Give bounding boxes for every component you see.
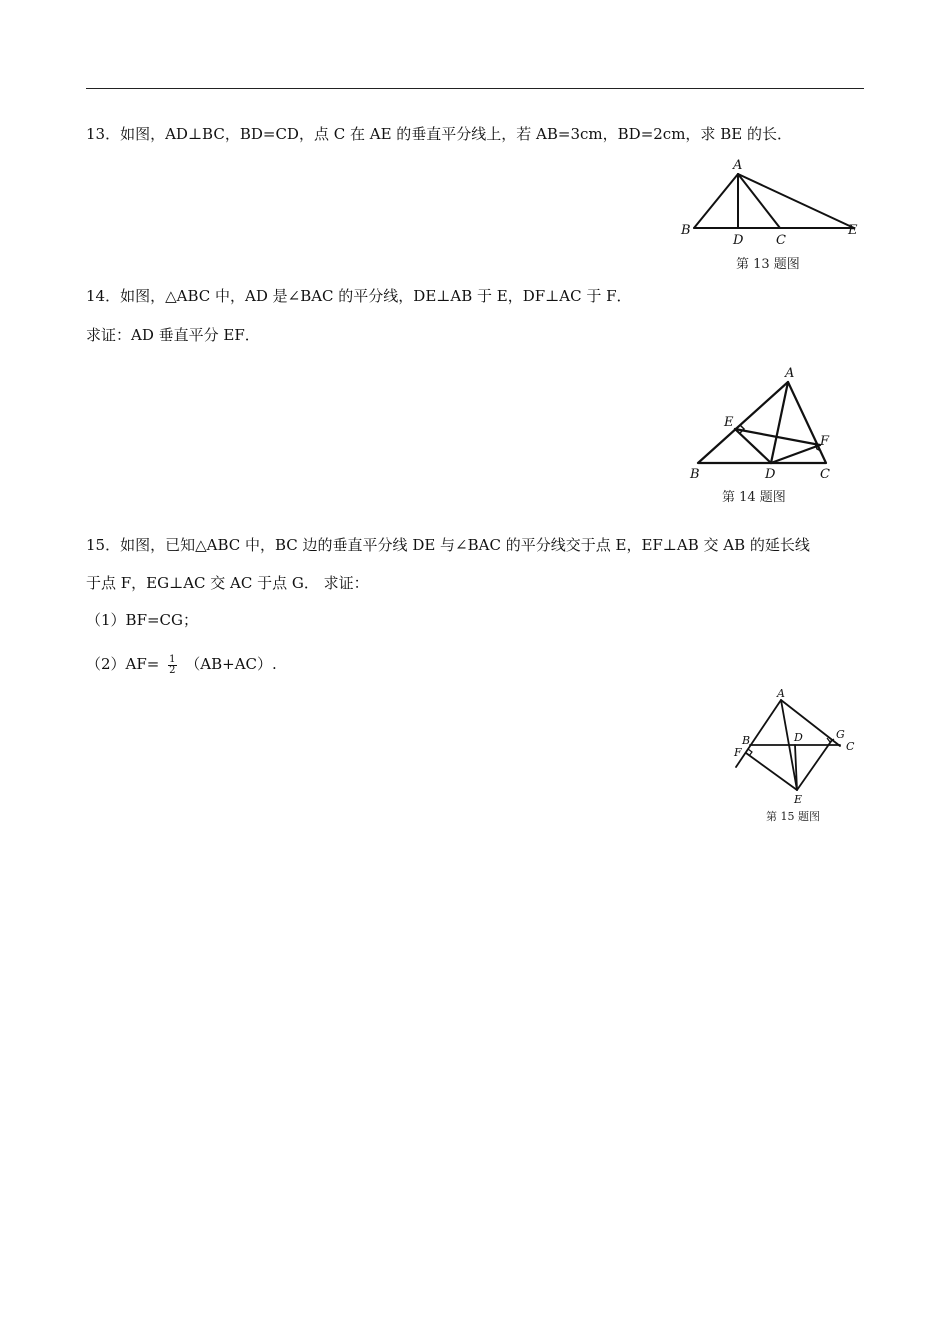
q13-label-a: A bbox=[733, 158, 743, 173]
q15-figure bbox=[728, 684, 858, 829]
q15-label-e: E bbox=[794, 793, 803, 806]
q15-label-b: B bbox=[742, 734, 751, 747]
q13-caption: 第 13 题图 bbox=[736, 257, 800, 272]
q13-label-c: C bbox=[776, 233, 786, 248]
q15-label-d: D bbox=[794, 731, 803, 744]
q15-line-ac bbox=[781, 700, 840, 746]
q14-label-a: A bbox=[785, 366, 795, 381]
q15-text-line2: 于点 F，EG⊥AC 交 AC 于点 G． 求证： bbox=[86, 574, 369, 592]
q13-figure bbox=[670, 152, 870, 277]
q14-caption: 第 14 题图 bbox=[722, 490, 786, 505]
q15-part2 bbox=[86, 652, 277, 676]
q15-fraction bbox=[168, 655, 176, 676]
q15-part2-prefix: （2）AF= bbox=[86, 655, 160, 673]
q15-caption: 第 15 题图 bbox=[766, 810, 820, 823]
q15-line-fe bbox=[746, 753, 797, 790]
q15-label-a: A bbox=[777, 687, 785, 700]
q14-label-e: E bbox=[724, 415, 734, 430]
q15-text-line1: 15．如图，已知△ABC 中，BC 边的垂直平分线 DE 与∠BAC 的平分线交于点 E，EF⊥AB 交 AB 的延长线 bbox=[86, 536, 810, 554]
q13-label-b: B bbox=[681, 223, 691, 238]
q13-line-ae bbox=[738, 174, 854, 228]
q13-label-d: D bbox=[733, 233, 744, 248]
q13-label-e: E bbox=[848, 223, 858, 238]
q15-part1: （1）BF=CG； bbox=[86, 611, 199, 629]
q13-text: 13．如图，AD⊥BC，BD=CD，点 C 在 AE 的垂直平分线上，若 AB=3cm，BD=2cm，求 BE 的长． bbox=[86, 125, 792, 143]
q14-text: 14．如图，△ABC 中，AD 是∠BAC 的平分线，DE⊥AB 于 E，DF⊥AC 于 F． bbox=[86, 287, 632, 305]
q13-line-ac bbox=[738, 174, 780, 228]
q15-line-ge bbox=[797, 740, 832, 790]
q14-line-df bbox=[771, 445, 820, 463]
q14-prove: 求证：AD 垂直平分 EF． bbox=[86, 326, 260, 344]
q15-fraction-numerator: 1 bbox=[169, 653, 176, 665]
q14-label-c: C bbox=[820, 467, 830, 482]
q13-line-ab bbox=[694, 174, 738, 228]
header-rule bbox=[86, 88, 864, 89]
q15-label-g: G bbox=[836, 728, 845, 741]
q15-label-c: C bbox=[846, 740, 855, 753]
q15-part2-suffix: （AB+AC）. bbox=[185, 655, 277, 673]
q14-label-b: B bbox=[690, 467, 700, 482]
q14-label-d: D bbox=[765, 467, 776, 482]
q14-label-f: F bbox=[820, 434, 830, 449]
q14-figure bbox=[680, 360, 860, 510]
q15-fraction-denominator: 2 bbox=[169, 664, 176, 676]
q15-label-f: F bbox=[734, 746, 742, 759]
